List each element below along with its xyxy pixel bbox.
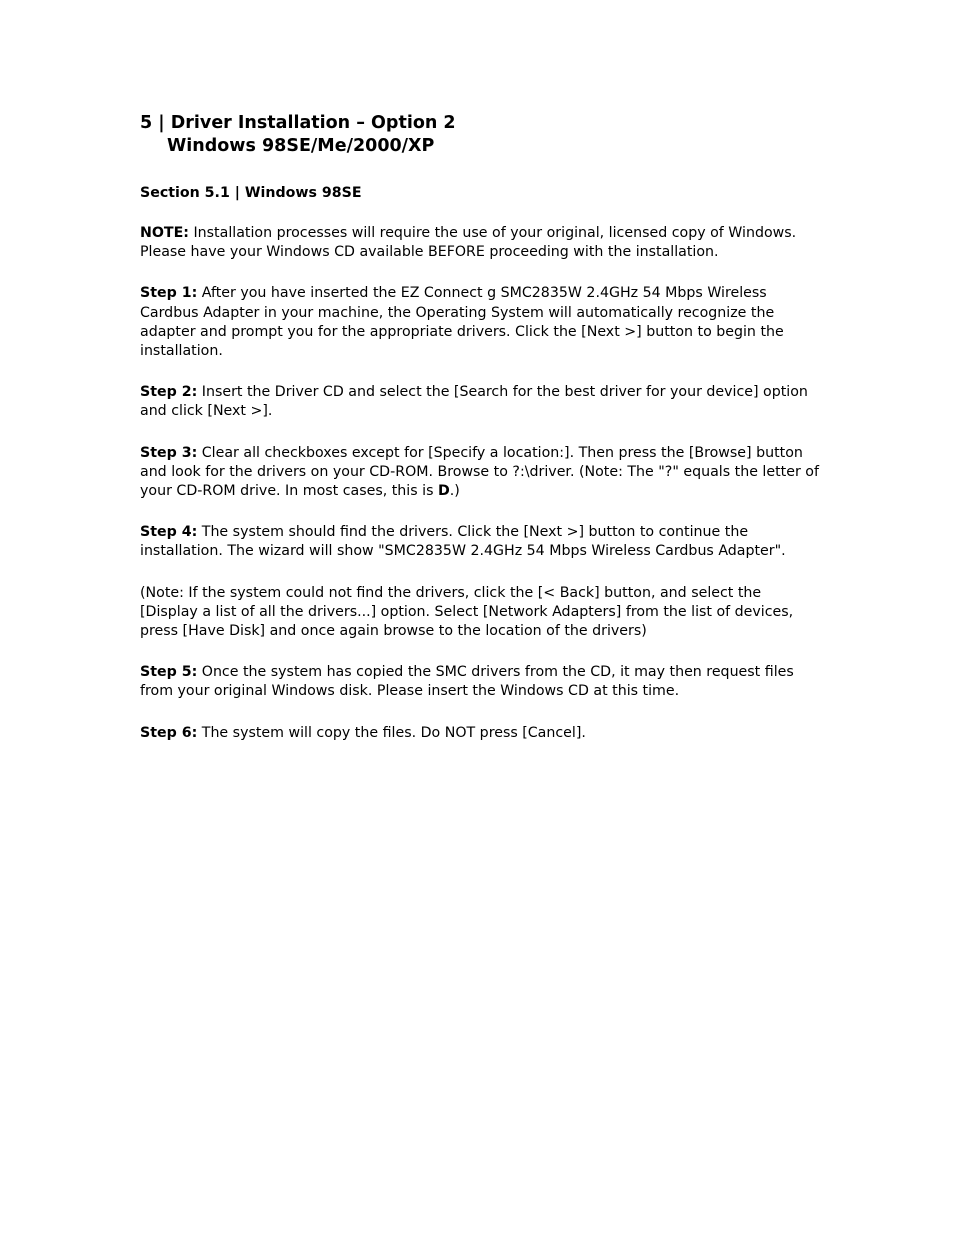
note-paragraph <box>140 224 820 262</box>
document-page <box>140 112 820 743</box>
step-1-label: Step 1: <box>140 285 198 302</box>
step-5-paragraph <box>140 663 820 701</box>
aside-note-paragraph: (Note: If the system could not find the drivers, click the [< Back] button, and select the [Display a list of all the drivers...] option. Select [Network Adapters] from the list of devices, press [Have Disk] and once again browse to the location of the drivers) <box>140 584 794 640</box>
chapter-heading <box>140 112 820 158</box>
note-text: Installation processes will require the use of your original, licensed copy of Windows. Please have your Windows CD available BEFORE proceeding with the installation. <box>140 225 797 261</box>
step-6-text: The system will copy the files. Do NOT press [Cancel]. <box>197 724 586 741</box>
step-3-text: Clear all checkboxes except for [Specify a location:]. Then press the [Browse] button and look for the drivers on your CD-ROM. Browse to ?:\driver. (Note: The "?" equals the letter of your CD-ROM drive. In most cases, this is <box>140 444 819 500</box>
step-4-text: The system should find the drivers. Click the [Next >] button to continue the installation. The wizard will show "SMC2835W 2.4GHz 54 Mbps Wireless Cardbus Adapter". <box>140 524 786 560</box>
step-2-label: Step 2: <box>140 384 198 401</box>
step-2-text: Insert the Driver CD and select the [Search for the best driver for your device] option and click [Next >]. <box>140 384 808 420</box>
step-3-label: Step 3: <box>140 444 198 461</box>
step-1-text: After you have inserted the EZ Connect g SMC2835W 2.4GHz 54 Mbps Wireless Cardbus Adapter in your machine, the Operating System will automatically recognize the adapter and prompt you for the appropriate drivers. Click the [Next >] button to begin the installation. <box>140 285 784 360</box>
step-3-paragraph <box>140 444 820 502</box>
step-4-paragraph <box>140 523 820 561</box>
step-6-paragraph <box>140 724 820 743</box>
step-3-drive-letter: D <box>437 483 450 500</box>
step-5-text: Once the system has copied the SMC drivers from the CD, it may then request files from your original Windows disk. Please insert the Windows CD at this time. <box>140 664 794 700</box>
step-3-tail: .) <box>449 483 460 500</box>
note-label: NOTE: <box>140 225 189 241</box>
step-6-label: Step 6: <box>140 724 198 741</box>
step-5-label: Step 5: <box>140 664 198 681</box>
chapter-title-line1: 5 | Driver Installation – Option 2 <box>140 113 456 133</box>
chapter-title-line2: Windows 98SE/Me/2000/XP <box>167 136 435 156</box>
step-2-paragraph <box>140 383 820 421</box>
step-1-paragraph <box>140 284 820 361</box>
section-heading: Section 5.1 | Windows 98SE <box>140 185 362 201</box>
step-4-label: Step 4: <box>140 524 198 541</box>
